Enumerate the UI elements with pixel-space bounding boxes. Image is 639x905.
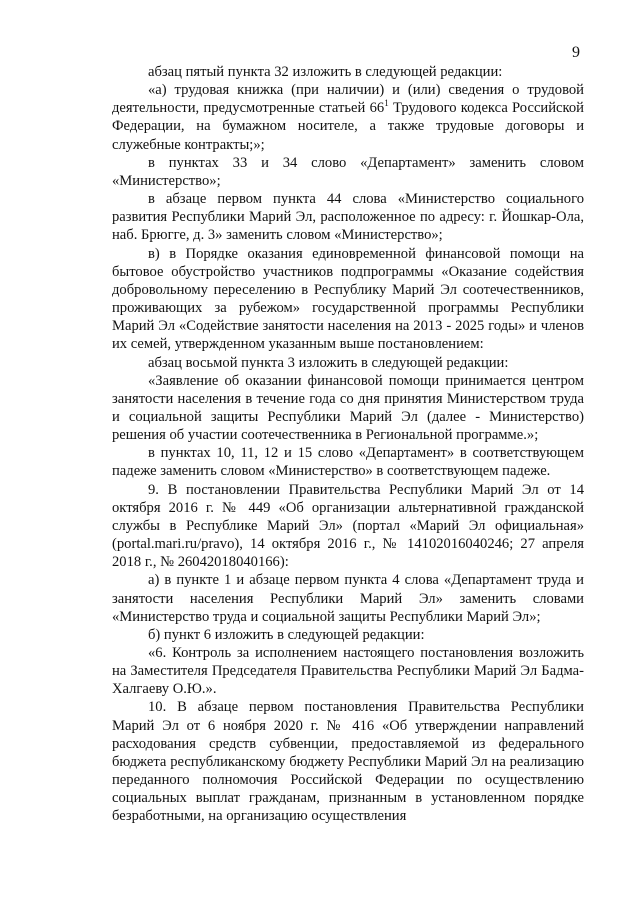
paragraph-8: в пунктах 10, 11, 12 и 15 слово «Департамент» в соответствующем падеже заменить словом «Министерство» в соответствующем падеже. (112, 445, 584, 480)
paragraph-2-tail: Трудового кодекса Российской Федерации, на бумажном носителе, а также трудовые договоры и служебные контракты;»; (112, 100, 584, 153)
paragraph-6: абзац восьмой пункта 3 изложить в следующей редакции: (148, 354, 509, 371)
paragraph-1: абзац пятый пункта 32 изложить в следующей редакции: (148, 64, 503, 80)
document-body (112, 63, 584, 826)
paragraph-9: 9. В постановлении Правительства Республики Марий Эл от 14 октября 2016 г. № 449 «Об организации альтернативной гражданской службы в Республике Марий Эл» (портал «Марий Эл официальная» (portal.mari.ru/pravo), 14 октября 2016 г., № 14102016040246; 27 апреля 2018 г., № 26042018040166): (112, 481, 584, 571)
paragraph-12: «6. Контроль за исполнением настоящего постановления возложить на Заместителя Председателя Правительства Республики Марий Эл Бадма-Халгаеву О.Ю.». (112, 645, 584, 698)
page-number: 9 (572, 44, 580, 61)
paragraph-11: б) пункт 6 изложить в следующей редакции: (148, 626, 425, 643)
paragraph-2-text: «а) трудовая книжка (при наличии) и (или) сведения о трудовой деятельности, предусмотренные статьей 66 (112, 82, 584, 117)
paragraph-5: в) в Порядке оказания единовременной финансовой помощи на бытовое обустройство участников подпрограммы «Оказание содействия добровольному переселению в Республику Марий Эл соотечественников, проживающих за рубежом» государственной программы Республики Марий Эл «Содействие занятости населения на 2013 - 2025 годы» и членов их семей, утвержденном указанным выше постановлением: (112, 245, 584, 353)
paragraph-7: «Заявление об оказании финансовой помощи принимается центром занятости населения в течение года со дня принятия Министерством труда и социальной защиты Республики Марий Эл (далее - Министерство) решения об участии соотечественника в Региональной программе.»; (112, 372, 584, 444)
superscript: 1 (384, 98, 389, 109)
paragraph-10: а) в пункте 1 и абзаце первом пункта 4 слова «Департамент труда и занятости населения Республики Марий Эл» заменить словами «Министерство труда и социальной защиты Республики Марий Эл»; (112, 572, 584, 625)
paragraph-2 (112, 81, 584, 154)
paragraph-13: 10. В абзаце первом постановления Правительства Республики Марий Эл от 6 ноября 2020 г. № 416 «Об утверждении направлений расходования средств субвенции, предоставляемой из федерального бюджета республиканскому бюджету Республики Марий Эл на реализацию переданного полномочия Российской Федерации по осуществлению социальных выплат гражданам, признанным в установленном порядке безработными, на организацию осуществления (112, 699, 584, 825)
paragraph-3: в пунктах 33 и 34 слово «Департамент» заменить словом «Министерство»; (112, 154, 584, 189)
paragraph-4: в абзаце первом пункта 44 слова «Министерство социального развития Республики Марий Эл, расположенное по адресу: г. Йошкар-Ола, наб. Брюгге, д. 3» заменить словом «Министерство»; (112, 191, 584, 244)
